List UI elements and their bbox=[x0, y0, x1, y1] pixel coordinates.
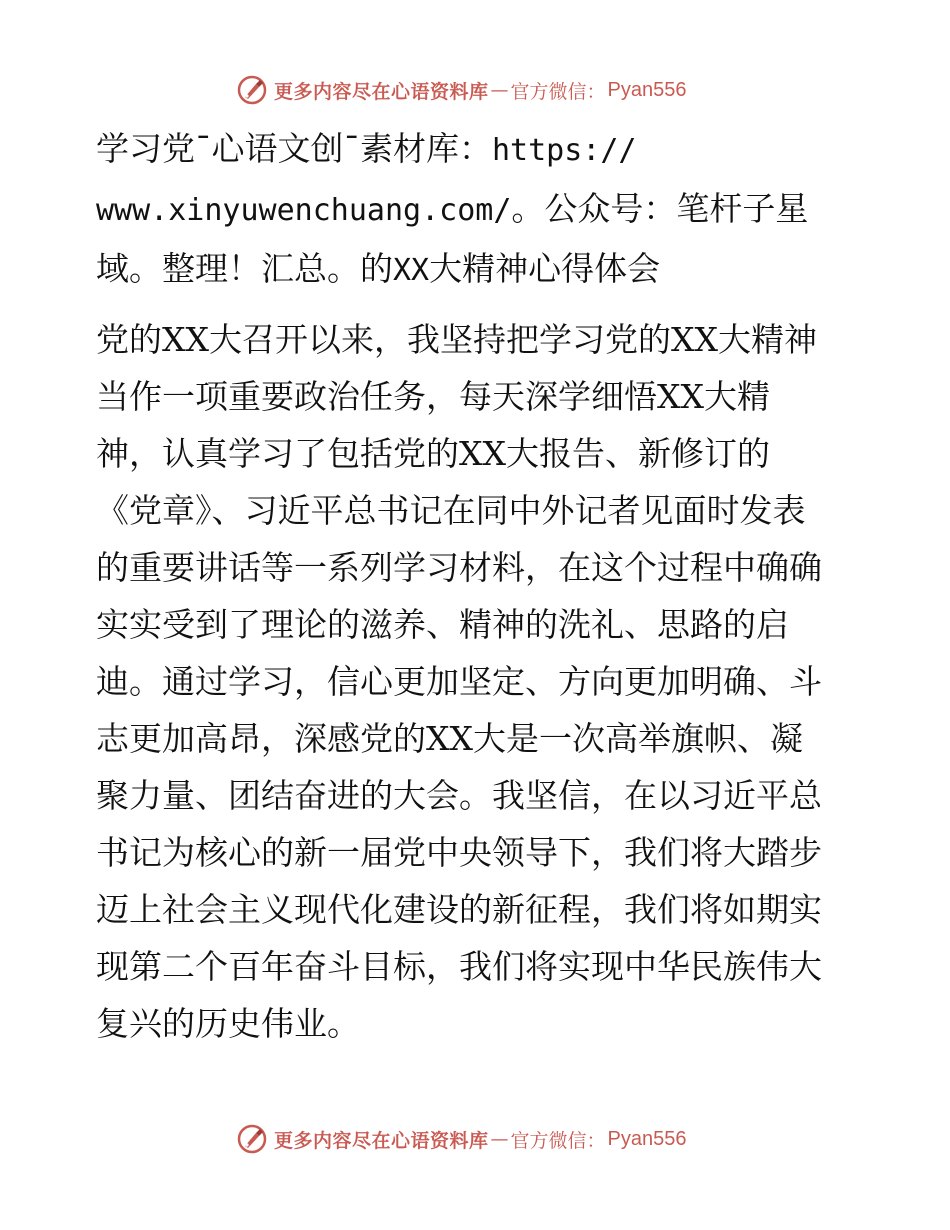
pen-logo-icon bbox=[236, 1123, 268, 1155]
watermark-promo-text: 更多内容尽在心语资料库 bbox=[274, 80, 489, 103]
watermark-separator: — bbox=[490, 79, 509, 101]
body-line: 党的XX大召开以来，我坚持把学习党的XX大精神 bbox=[96, 320, 817, 359]
watermark-promo-text: 更多内容尽在心语资料库 bbox=[274, 1129, 489, 1152]
watermark-wechat-label: 官方微信： bbox=[510, 1129, 606, 1152]
title-line: 学习党¯心语文创¯素材库：https:// bbox=[96, 129, 637, 168]
title-line: 域。整理！汇总。的XX大精神心得体会 bbox=[96, 249, 661, 288]
body-line: 迪。通过学习，信心更加坚定、方向更加明确、斗 bbox=[96, 662, 822, 701]
body-line: 神，认真学习了包括党的XX大报告、新修订的 bbox=[96, 434, 770, 473]
document-title bbox=[96, 120, 866, 300]
body-line: 志更加高昂，深感党的XX大是一次高举旗帜、凝 bbox=[96, 719, 803, 758]
body-line: 当作一项重要政治任务，每天深学细悟XX大精 bbox=[96, 377, 770, 416]
pen-logo-icon bbox=[236, 74, 268, 106]
watermark-separator: — bbox=[490, 1128, 509, 1150]
body-line: 《党章》、习近平总书记在同中外记者见面时发表 bbox=[96, 491, 806, 530]
watermark-wechat-label: 官方微信： bbox=[510, 80, 606, 103]
body-line: 复兴的历史伟业。 bbox=[96, 1004, 360, 1043]
title-line: www.xinyuwenchuang.com/。公众号：笔杆子星 bbox=[96, 189, 809, 228]
header-watermark bbox=[236, 72, 716, 108]
body-line: 实实受到了理论的滋养、精神的洗礼、思路的启 bbox=[96, 605, 789, 644]
body-line: 迈上社会主义现代化建设的新征程，我们将如期实 bbox=[96, 890, 822, 929]
body-paragraph bbox=[96, 311, 856, 1052]
body-line: 现第二个百年奋斗目标，我们将实现中华民族伟大 bbox=[96, 947, 822, 986]
body-line: 的重要讲话等一系列学习材料，在这个过程中确确 bbox=[96, 548, 822, 587]
watermark-wechat-handle: Pyan556 bbox=[607, 78, 687, 101]
body-line: 聚力量、团结奋进的大会。我坚信，在以习近平总 bbox=[96, 776, 822, 815]
body-line: 书记为核心的新一届党中央领导下，我们将大踏步 bbox=[96, 833, 822, 872]
watermark-wechat-handle: Pyan556 bbox=[607, 1127, 687, 1150]
footer-watermark bbox=[236, 1121, 716, 1157]
